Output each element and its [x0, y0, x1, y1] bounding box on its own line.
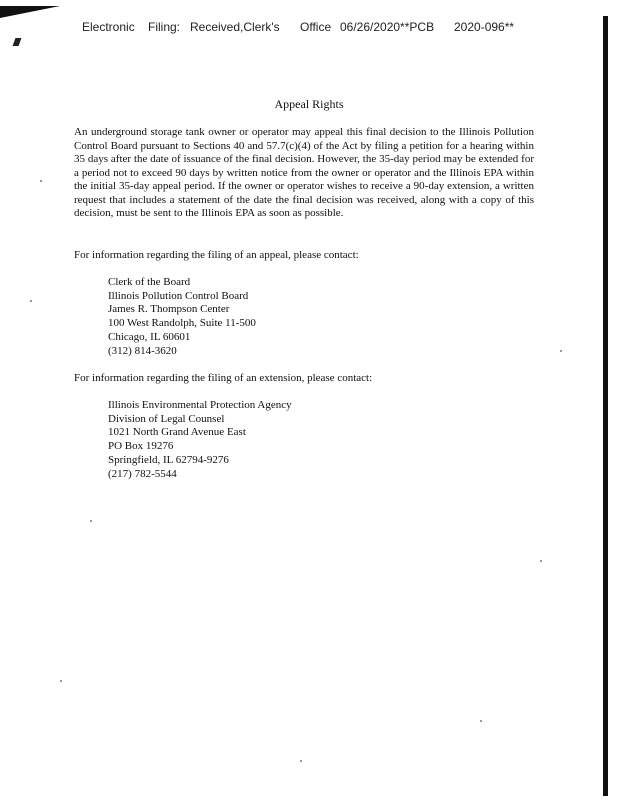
- scan-speck: [90, 520, 92, 522]
- scan-artifact-corner: [0, 6, 60, 18]
- scan-speck: [540, 560, 542, 562]
- address-line: 1021 North Grand Avenue East: [108, 426, 246, 439]
- address-line: (312) 814-3620: [108, 344, 177, 357]
- stamp-electronic: Electronic: [82, 20, 135, 34]
- address-line: Illinois Environmental Protection Agency: [108, 399, 292, 411]
- stamp-docket: 2020-096**: [454, 20, 515, 34]
- address-line: Illinois Pollution Control Board: [108, 289, 249, 302]
- appeal-contact-intro: For information regarding the filing of an appeal, please contact:: [74, 249, 359, 261]
- address-line: PO Box 19276: [108, 440, 174, 453]
- extension-contact-intro: For information regarding the filing of an extension, please contact:: [74, 372, 373, 384]
- address-line: Clerk of the Board: [108, 276, 191, 288]
- scan-speck: [40, 180, 42, 182]
- address-line: Springfield, IL 62794-9276: [108, 453, 229, 466]
- address-line: James R. Thompson Center: [108, 303, 230, 316]
- scan-speck: [30, 300, 32, 302]
- scan-artifact-mark: [13, 38, 22, 46]
- scan-speck: [60, 680, 62, 682]
- stamp-date: 06/26/2020**PCB: [340, 20, 435, 34]
- scan-speck: [300, 760, 302, 762]
- scan-speck: [560, 350, 562, 352]
- stamp-filing: Filing:: [148, 20, 181, 34]
- stamp-office: Office: [300, 20, 332, 34]
- appeal-rights-paragraph: An underground storage tank owner or operator may appeal this final decision to the Illinois Pollution Control Board pursuant to Sections 40 and 57.7(c)(4) of the Act by filing a petition for a hearing within 35 days after the date of issuance of the final decision. However, the 35-day period may be extended for a period not to exceed 90 days by written notice from the owner or operator and the Illinois EPA within the initial 35-day appeal period. If the owner or operator wishes to receive a 90-day extension, a written request that includes a statement of the date the final decision was received, along with a copy of this decision, must be sent to the Illinois EPA as soon as possible.: [74, 126, 534, 219]
- page-title: Appeal Rights: [274, 97, 344, 111]
- illinois-epa-address: [108, 399, 292, 481]
- address-line: 100 West Randolph, Suite 11-500: [108, 317, 256, 330]
- scan-artifact-edge: [603, 16, 608, 796]
- address-line: Division of Legal Counsel: [108, 412, 225, 425]
- address-line: Chicago, IL 60601: [108, 330, 191, 343]
- address-line: (217) 782-5544: [108, 467, 177, 480]
- scan-speck: [480, 720, 482, 722]
- pollution-control-board-address: [108, 276, 256, 358]
- stamp-received: Received,Clerk's: [190, 20, 280, 34]
